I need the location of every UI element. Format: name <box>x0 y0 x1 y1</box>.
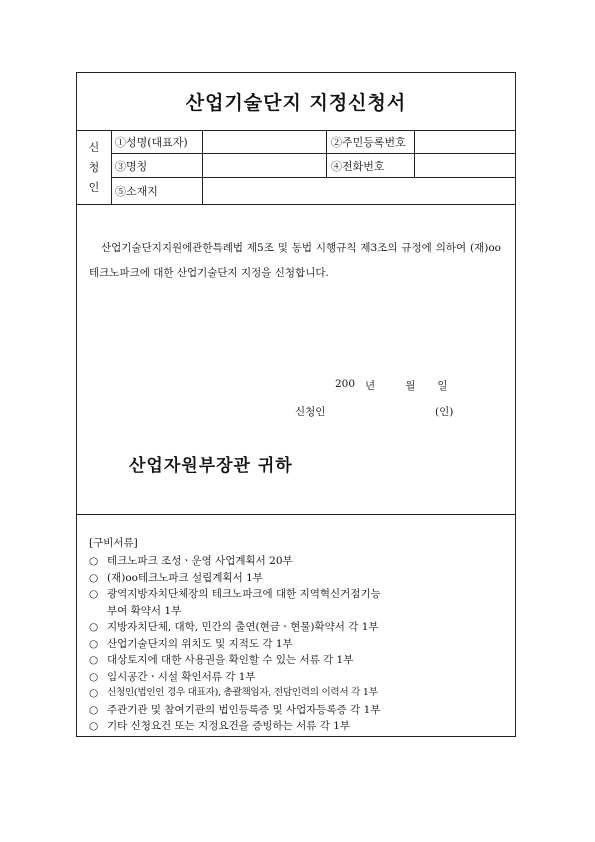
bullet-circle-icon: ○ <box>89 703 99 716</box>
list-item-text: 대상토지에 대한 사용권을 확인할 수 있는 서류 각 1부 <box>107 654 354 666</box>
list-item <box>89 570 509 587</box>
title-row <box>77 73 515 131</box>
bullet-circle-icon: ○ <box>89 637 99 650</box>
list-item <box>89 652 509 669</box>
application-body <box>77 204 515 515</box>
name-field[interactable] <box>203 130 327 153</box>
bullet-circle-icon: ○ <box>89 571 99 584</box>
list-item-text: 광역지방자치단체장의 테크노파크에 대한 지역혁신거점기능 <box>107 588 381 600</box>
resident-number-field[interactable] <box>415 130 515 153</box>
required-documents <box>89 535 509 735</box>
org-name-field[interactable] <box>203 154 327 177</box>
org-name-label: ③명칭 <box>111 154 203 177</box>
form-title: 산업기술단지 지정신청서 <box>185 92 407 114</box>
phone-field[interactable] <box>415 154 515 177</box>
list-item <box>89 586 509 603</box>
application-statement: 산업기술단지지원에관한특례법 제5조 및 동법 시행규칙 제3조의 규정에 의하여 (재)oo테크노파크에 대한 산업기술단지 지정을 신청합니다. <box>89 242 501 279</box>
bullet-circle-icon: ○ <box>89 654 99 666</box>
bullet-circle-icon: ○ <box>89 670 99 683</box>
date-month-unit: 월 <box>405 380 416 392</box>
applicant-row-address <box>111 178 515 204</box>
phone-label: ④전화번호 <box>327 154 415 177</box>
list-item <box>89 702 509 719</box>
list-item-text: 신청인(법인인 경우 대표자), 총괄책임자, 전담인력의 이력서 각 1부 <box>107 687 378 698</box>
list-item-continuation: 부여 확약서 1부 <box>107 604 182 617</box>
date-year: 200 <box>335 378 356 390</box>
list-item-text: (재)oo테크노파크 설립계획서 1부 <box>107 571 263 584</box>
list-item <box>89 619 509 636</box>
list-item-text: 기타 신청요건 또는 지정요건을 증빙하는 서류 각 1부 <box>107 720 351 732</box>
applicant-char-1: 신 <box>88 141 100 154</box>
applicant-signature-line <box>295 404 454 419</box>
list-item-text: 산업기술단지의 위치도 및 지적도 각 1부 <box>107 637 293 650</box>
name-label: ①성명(대표자) <box>111 130 203 153</box>
applicant-row-title <box>111 154 515 178</box>
date-year-unit: 년 <box>365 380 376 392</box>
bullet-circle-icon: ○ <box>89 588 99 600</box>
seal-mark: (인) <box>435 406 454 418</box>
list-item-text: 지방자치단체, 대학, 민간의 출연(현금ㆍ현물)확약서 각 1부 <box>107 621 379 633</box>
applicant-char-3: 인 <box>88 181 100 194</box>
list-item <box>89 718 509 735</box>
resident-number-label: ②주민등록번호 <box>327 130 415 153</box>
applicant-row-name <box>111 130 515 154</box>
application-form <box>76 72 516 737</box>
address-label: ⑤소재지 <box>111 178 203 204</box>
bullet-circle-icon: ○ <box>89 621 99 633</box>
date-day-unit: 일 <box>437 380 448 392</box>
list-item-text: 주관기관 및 참여기관의 법인등록증 및 사업자등록증 각 1부 <box>107 703 381 716</box>
bullet-circle-icon: ○ <box>89 555 99 567</box>
addressee: 산업자원부장관 귀하 <box>129 456 293 476</box>
list-item-text: 테크노파크 조성ㆍ운영 사업계획서 20부 <box>107 555 293 567</box>
list-item <box>89 553 509 570</box>
address-field[interactable] <box>203 178 515 204</box>
applicant-table <box>77 130 515 205</box>
applicant-char-2: 청 <box>88 161 100 174</box>
bullet-circle-icon: ○ <box>89 720 99 732</box>
date-line <box>335 378 448 393</box>
list-item <box>89 685 509 702</box>
list-item <box>89 636 509 653</box>
list-item <box>89 669 509 686</box>
applicant-label: 신청인 <box>295 406 326 418</box>
documents-heading: [구비서류] <box>89 537 138 549</box>
list-item-text: 임시공간ㆍ시설 확인서류 각 1부 <box>107 670 256 683</box>
bullet-circle-icon: ○ <box>89 687 99 699</box>
applicant-side-label <box>77 130 112 204</box>
